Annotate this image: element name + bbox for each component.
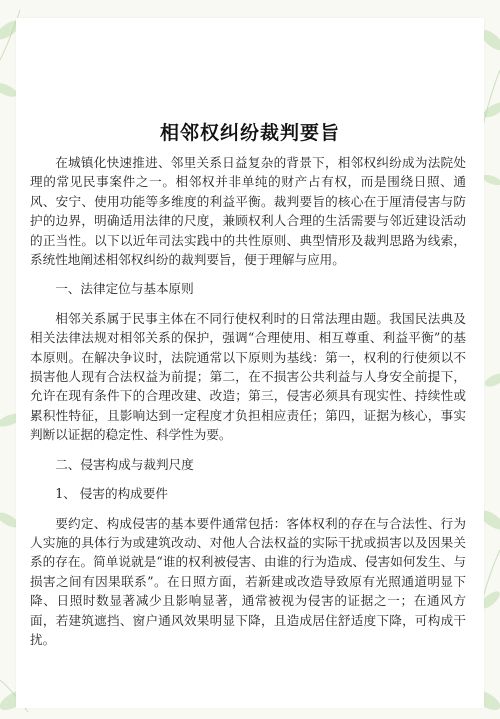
section-heading-2: 二、侵害构成与裁判尺度 <box>55 456 194 472</box>
document-page <box>16 18 484 708</box>
subsection-heading-1: 1、 侵害的构成要件 <box>55 486 168 502</box>
section-1-paragraph: 相邻关系属于民事主体在不同行使权利时的日常法理由题。我国民法典及相关法律法规对相邻关系的保护，强调“合理使用、相互尊重、利益平衡”的基本原则。在解决争议时，法院通常以下原则为基线：第一，权利的行使须以不损害他人现有合法权益为前提；第二，在不损害公共利益与人身安全前提下，允许在现有条件下的合理改建、改造；第三，侵害必须具有现实性、持续性或累积性特征，且影响达到一定程度才负担相应责任；第四，证据为核心，事实判断以证据的稳定性、科学性为要。 <box>30 310 466 443</box>
subsection-1-paragraph: 要约定、构成侵害的基本要件通常包括：客体权利的存在与合法性、行为人实施的具体行为或建筑改动、对他人合法权益的实际干扰或损害以及因果关系的存在。简单说就是“谁的权利被侵害、由谁的行为造成、侵害如何发生、与损害之间有因果联系”。在日照方面，若新建或改造导致原有光照通道明显下降、日照时数显著减少且影响显著，通常被视为侵害的证据之一；在通风方面，若建筑遮挡、窗户通风效果明显下降，且造成居住舒适度下降，可构成干扰。 <box>30 515 466 647</box>
intro-paragraph: 在城镇化快速推进、邻里关系日益复杂的背景下，相邻权纠纷成为法院处理的常见民事案件之一。相邻权并非单纯的财产占有权，而是围绕日照、通风、安宁、使用功能等多维度的利益平衡。裁判要旨的核心在于厘清侵害与防护的边界，明确适用法律的尺度，兼顾权利人合理的生活需要与邻近建设活动的正当性。以下以近年司法实践中的共性原则、典型情形及裁判思路为线索，系统性地阐述相邻权纠纷的裁判要旨，便于理解与应用。 <box>30 155 466 268</box>
document-title: 相邻权纠纷裁判要旨 <box>159 122 340 144</box>
section-heading-1: 一、法律定位与基本原则 <box>55 281 194 297</box>
document-body <box>30 153 466 649</box>
